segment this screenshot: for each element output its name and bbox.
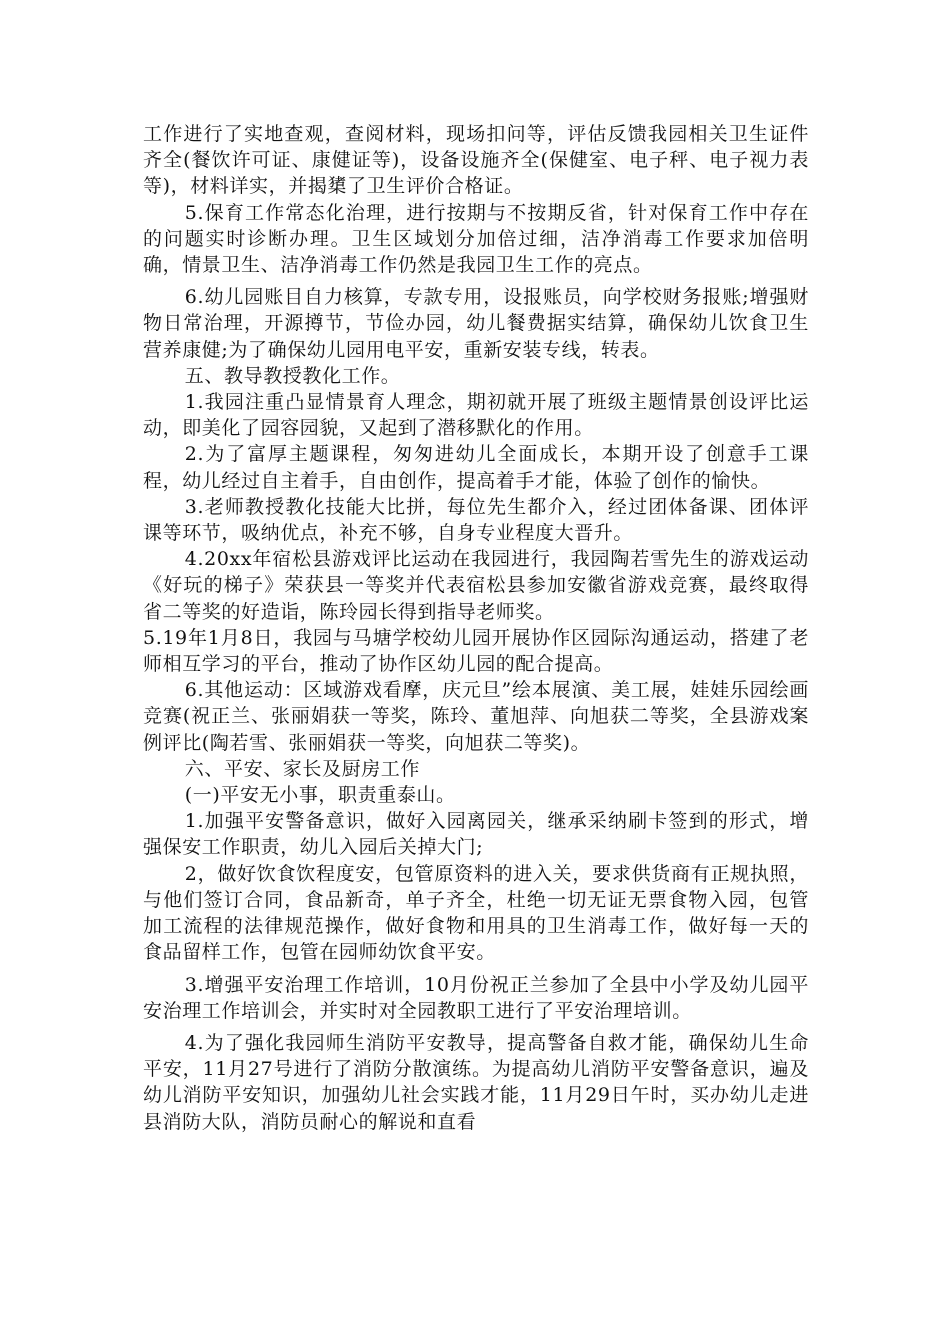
paragraph-teaching-4: 4.20xx年宿松县游戏评比运动在我园进行，我园陶若雪先生的游戏运动《好玩的梯子》荣获县一等奖并代表宿松县参加安徽省游戏竞赛，最终取得省二等奖的好造诣，陈玲园长得到指导老师奖。: [143, 548, 809, 623]
paragraph-teaching-6: 6.其他运动：区域游戏看摩，庆元旦”绘本展演、美工展，娃娃乐园绘画竞赛(祝正兰、张丽娟获一等奖，陈玲、董旭萍、向旭获二等奖，全县游戏案例评比(陶若雪、张丽娟获一等奖，向旭获二等奖)。: [143, 679, 809, 754]
paragraph-teaching-2: 2.为了富厚主题课程，匆匆进幼儿全面成长，本期开设了创意手工课程，幼儿经过自主着手，自由创作，提高着手才能，体验了创作的愉快。: [143, 443, 809, 492]
paragraph-safety-2: 2，做好饮食饮程度安，包管原资料的进入关，要求供货商有正规执照，与他们签订合同，食品新奇，单子齐全，杜绝一切无证无票食物入园，包管加工流程的法律规范操作，做好食物和用具的卫生消毒工作，做好每一天的食品留样工作，包管在园师幼饮食平安。: [143, 862, 809, 964]
paragraph-item-6: 6.幼儿园账目自力核算，专款专用，设报账员，向学校财务报账;增强财物日常治理，开源撙节，节俭办园，幼儿餐费据实结算，确保幼儿饮食卫生营养康健;为了确保幼儿园用电平安，重新安装专线，转表。: [143, 286, 809, 361]
paragraph-safety-1: 1.加强平安警备意识，做好入园离园关，继承采纳刷卡签到的形式，增强保安工作职责，幼儿入园后关掉大门;: [143, 810, 809, 859]
section-heading-6: 六、平安、家长及厨房工作: [184, 757, 420, 780]
paragraph-safety-4: 4.为了强化我园师生消防平安教导，提高警备自救才能，确保幼儿生命平安，11月27号进行了消防分散演练。为提高幼儿消防平安警备意识，遍及幼儿消防平安知识，加强幼儿社会实践才能，11月29日午时，买办幼儿走进县消防大队，消防员耐心的解说和直看: [143, 1031, 809, 1133]
paragraph-continued: 工作进行了实地查观，查阅材料，现场扣问等，评估反馈我园相关卫生证件齐全(餐饮许可证、康健证等)，设备设施齐全(保健室、电子秤、电子视力表等)，材料详实，并揭橥了卫生评价合格证。: [143, 123, 809, 198]
section-heading-5: 五、教导教授教化工作。: [184, 364, 401, 387]
paragraph-teaching-5: 5.19年1月8日，我园与马塘学校幼儿园开展协作区园际沟通运动，搭建了老师相互学习的平台，推动了协作区幼儿园的配合提高。: [143, 626, 809, 676]
document-body: [143, 121, 809, 1135]
paragraph-teaching-1: 1.我园注重凸显情景育人理念，期初就开展了班级主题情景创设评比运动，即美化了园容园貌，又起到了潜移默化的作用。: [143, 391, 809, 440]
paragraph-safety-3: 3.增强平安治理工作培训，10月份祝正兰参加了全县中小学及幼儿园平安治理工作培训会，并实时对全园教职工进行了平安治理培训。: [143, 973, 809, 1022]
subsection-heading-1: (一)平安无小事，职责重泰山。: [184, 784, 456, 807]
paragraph-item-5: 5.保育工作常态化治理，进行按期与不按期反省，针对保育工作中存在的问题实时诊断办理。卫生区域划分加倍过细，洁净消毒工作要求加倍明确，情景卫生、洁净消毒工作仍然是我园卫生工作的亮点。: [143, 201, 809, 277]
paragraph-teaching-3: 3.老师教授教化技能大比拼，每位先生都介入，经过团体备课、团体评课等环节，吸纳优点，补充不够，自身专业程度大晋升。: [143, 495, 809, 545]
